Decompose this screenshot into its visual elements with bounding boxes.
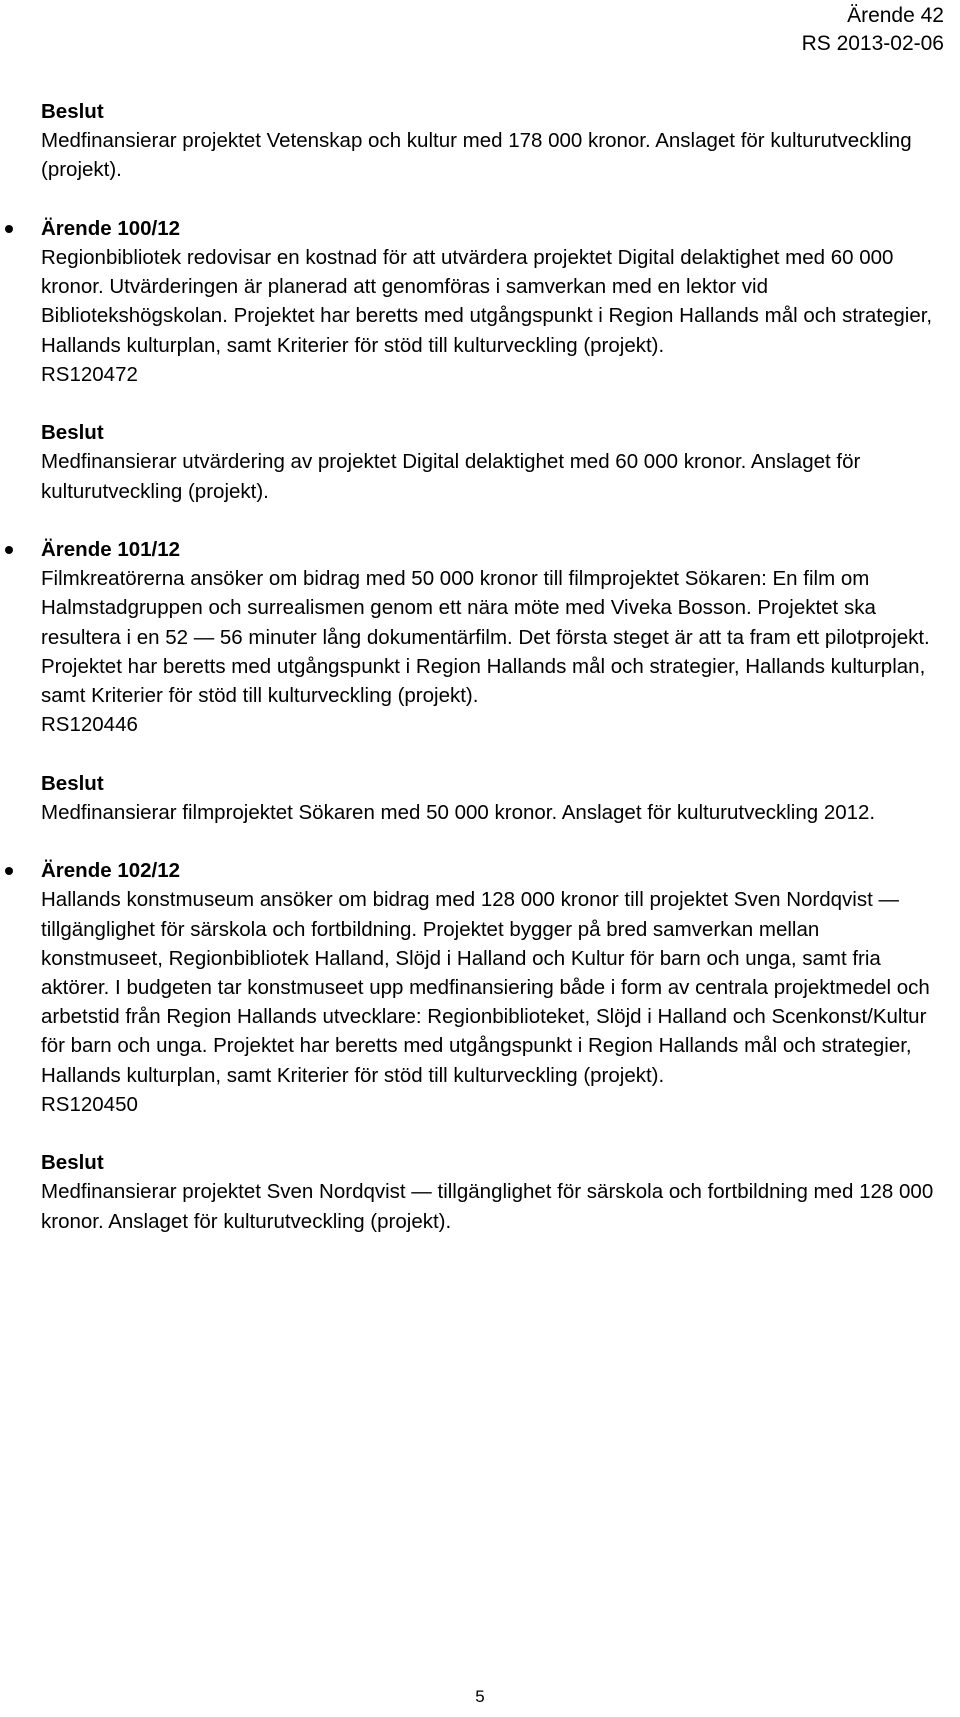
page-header	[802, 2, 944, 58]
decision-text: Medfinansierar projektet Vetenskap och kultur med 178 000 kronor. Anslaget för kulturutveckling (projekt).	[41, 129, 912, 182]
page-number: 5	[475, 1687, 485, 1706]
decision-text: Medfinansierar utvärdering av projektet Digital delaktighet med 60 000 kronor. Anslaget för kulturutveckling (projekt).	[41, 450, 861, 503]
case-reference: RS120446	[41, 713, 138, 737]
case-title: Ärende 101/12	[41, 538, 181, 561]
bullet-icon	[5, 867, 13, 875]
decision-heading: Beslut	[41, 100, 104, 123]
intro-decision	[41, 97, 936, 185]
case-description: Regionbibliotek redovisar en kostnad för att utvärdera projektet Digital delaktighet med 60 000 kronor. Utvärderingen är planerad att genomföras i samverkan med en lektor vid Bibliotekshögskolan. Projektet har beretts med utgångspunkt i Region Hallands mål och strategier, Hallands kulturplan, samt Kriterier för stöd till kulturveckling (projekt).	[41, 246, 933, 357]
case-description: Filmkreatörerna ansöker om bidrag med 50 000 kronor till filmprojektet Sökaren: En film om Halmstadgruppen och surrealismen genom ett nära möte med Viveka Bosson. Projektet ska resultera i en 52 — 56 minuter lång dokumentärfilm. Det första steget är att ta fram ett pilotprojekt. Projektet har beretts med utgångspunkt i Region Hallands mål och strategier, Hallands kulturplan, samt Kriterier för stöd till kulturveckling (projekt).	[41, 567, 930, 708]
decision-text: Medfinansierar projektet Sven Nordqvist — tillgänglighet för särskola och fortbildning med 128 000 kronor. Anslaget för kulturutveckling (projekt).	[41, 1180, 934, 1233]
meeting-reference: RS 2013-02-06	[801, 32, 944, 55]
case-number: Ärende 42	[847, 4, 944, 27]
decision-text: Medfinansierar filmprojektet Sökaren med 50 000 kronor. Anslaget för kulturutveckling 2012.	[41, 800, 876, 824]
decision-heading: Beslut	[41, 1151, 104, 1175]
case-item	[41, 856, 936, 1236]
bullet-icon	[5, 546, 13, 554]
decision-heading: Beslut	[41, 421, 104, 445]
document-body	[41, 97, 936, 1236]
case-item	[41, 535, 936, 827]
case-title: Ärende 100/12	[41, 216, 181, 240]
case-description: Hallands konstmuseum ansöker om bidrag med 128 000 kronor till projektet Sven Nordqvist — tillgänglighet för särskola och fortbildning. Projektet bygger på bred samverkan mellan konstmuseet, Regionbibliotek Halland, Slöjd i Halland och Kultur för barn och unga, samt fria aktörer. I budgeten tar konstmuseet upp medfinansiering både i form av centrala projektmedel och arbetstid från Region Hallands utvecklare: Regionbiblioteket, Slöjd i Halland och Scenkonst/Kultur för barn och unga. Projektet har beretts med utgångspunkt i Region Hallands mål och strategier, Hallands kulturplan, samt Kriterier för stöd till kulturveckling (projekt).	[41, 888, 930, 1087]
decision-heading: Beslut	[41, 771, 104, 795]
case-item	[41, 214, 936, 506]
case-reference: RS120450	[41, 1092, 138, 1116]
case-reference: RS120472	[41, 362, 138, 386]
bullet-icon	[5, 225, 13, 233]
case-title: Ärende 102/12	[41, 859, 181, 883]
